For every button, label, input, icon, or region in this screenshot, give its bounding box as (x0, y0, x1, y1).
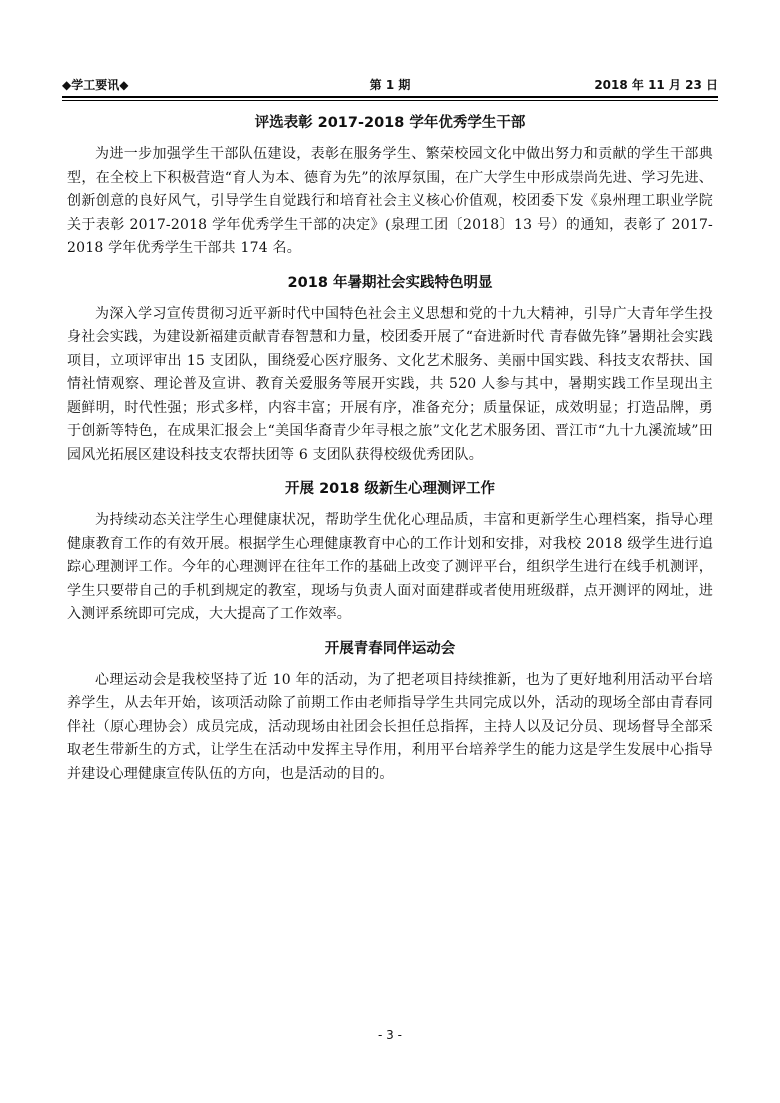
header-rule-thick (62, 96, 718, 98)
page-content (67, 113, 713, 798)
article-title: 评选表彰 2017-2018 学年优秀学生干部 (254, 115, 526, 131)
page-header (62, 75, 718, 95)
issue-number: 第 1 期 (369, 78, 411, 92)
article-body: 为深入学习宣传贯彻习近平新时代中国特色社会主义思想和党的十九大精神，引导广大青年学生投身社会实践，为建设新福建贡献青春智慧和力量，校团委开展了“奋进新时代 青春做先锋”暑期社会实践项目，立项评审出 15 支团队，围绕爱心医疗服务、文化艺术服务、美丽中国实践、科技支农帮扶、国情社情观察、理论普及宣讲、教育关爱服务等展开实践，共 520 人参与其中，暑期实践工作呈现出主题鲜明，时代性强；形式多样，内容丰富；开展有序，准备充分；质量保证，成效明显；打造品牌，勇于创新等特色，在成果汇报会上“美国华裔青少年寻根之旅”文化艺术服务团、晋江市“九十九溪流域”田园风光拓展区建设科技支农帮扶团等 6 支团队获得校级优秀团队。 (67, 305, 713, 463)
article-body: 为持续动态关注学生心理健康状况，帮助学生优化心理品质，丰富和更新学生心理档案，指导心理健康教育工作的有效开展。根据学生心理健康教育中心的工作计划和安排，对我校 2018 级学生进行追踪心理测评工作。今年的心理测评在往年工作的基础上改变了测评平台，组织学生进行在线手机测评，学生只要带自己的手机到规定的教室，现场与负责人面对面建群或者使用班级群，点开测评的网址，进入测评系统即可完成，大大提高了工作效率。 (67, 512, 713, 622)
article-summer-practice (67, 273, 713, 468)
newsletter-name: ◆学工要讯◆ (62, 78, 129, 92)
article-title: 开展 2018 级新生心理测评工作 (285, 481, 495, 497)
issue-date: 2018 年 11 月 23 日 (594, 78, 718, 92)
article-sports-meet (67, 639, 713, 787)
article-body: 心理运动会是我校坚持了近 10 年的活动，为了把老项目持续推新，也为了更好地利用活动平台培养学生，从去年开始，该项活动除了前期工作由老师指导学生共同完成以外，活动的现场全部由青春同伴社（原心理协会）成员完成，活动现场由社团会长担任总指挥，主持人以及记分员、现场督导全部采取老生带新生的方式，让学生在活动中发挥主导作用，利用平台培养学生的能力这是学生发展中心指导并建设心理健康宣传队伍的方向，也是活动的目的。 (67, 671, 713, 782)
page-number: - 3 - (378, 1028, 402, 1042)
article-psych-assessment (67, 479, 713, 627)
article-title: 2018 年暑期社会实践特色明显 (287, 274, 493, 291)
article-student-cadres (67, 113, 713, 261)
article-title: 开展青春同伴运动会 (324, 640, 456, 657)
article-body: 为进一步加强学生干部队伍建设，表彰在服务学生、繁荣校园文化中做出努力和贡献的学生干部典型，在全校上下积极营造“育人为本、德育为先”的浓厚氛围，在广大学生中形成崇尚先进、学习先进、创新创意的良好风气，引导学生自觉践行和培育社会主义核心价值观，校团委下发《泉州理工职业学院关于表彰 2017-2018 学年优秀学生干部的决定》(泉理工团〔2018〕13 号）的通知，表彰了 2017-2018 学年优秀学生干部共 174 名。 (67, 146, 713, 256)
header-rule-thin (62, 100, 718, 101)
